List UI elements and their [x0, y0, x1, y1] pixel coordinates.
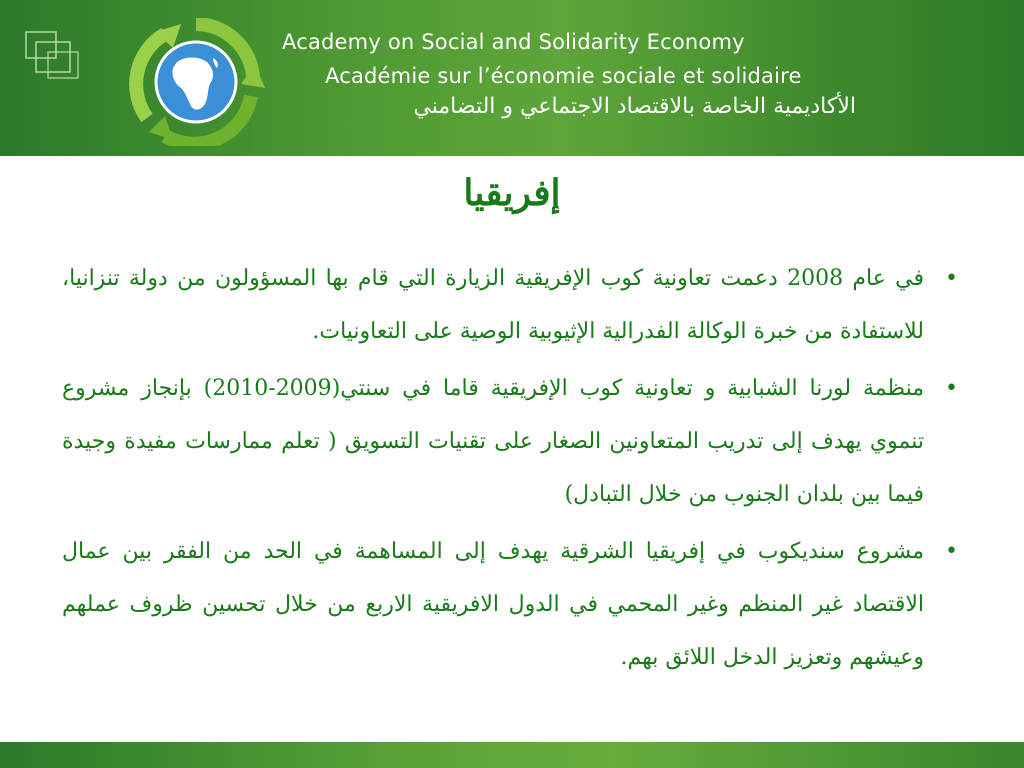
- header-banner: [0, 0, 1024, 156]
- bullet-item: [62, 252, 962, 358]
- slide-title: إفريقيا: [463, 172, 561, 214]
- academy-title-french: Académie sur l’économie sociale et solidaire: [325, 64, 802, 88]
- academy-title-english: Academy on Social and Solidarity Economy: [282, 30, 745, 54]
- footer-bar: [0, 742, 1024, 768]
- bullet-icon: •: [945, 376, 958, 401]
- overlapping-squares-icon: [22, 28, 86, 84]
- globe-recycle-logo: [125, 18, 267, 146]
- bullet-item: [62, 362, 962, 521]
- bullet-text: منظمة لورنا الشبابية و تعاونية كوب الإفريقية قاما في سنتي(2009-2010) بإنجاز مشروع تنموي يهدف إلى تدريب المتعاونين الصغار على تقنيات التسويق ( تعلم ممارسات مفيدة وجيدة فيما بين بلدان الجنوب من خلال التبادل): [62, 376, 924, 507]
- bullet-text: مشروع سنديكوب في إفريقيا الشرقية يهدف إلى المساهمة في الحد من الفقر بين عمال الاقتصاد غير المنظم وغير المحمي في الدول الافريقية الاربع من خلال تحسين ظروف عملهم وعيشهم وتعزيز الدخل اللائق بهم.: [62, 539, 924, 670]
- bullet-item: [62, 525, 962, 684]
- bullet-text: في عام 2008 دعمت تعاونية كوب الإفريقية الزيارة التي قام بها المسؤولون من دولة تنزانيا، للاستفادة من خبرة الوكالة الفدرالية الإثيوبية الوصية على التعاونيات.: [62, 266, 925, 344]
- academy-title-arabic: الأكاديمية الخاصة بالاقتصاد الاجتماعي و التضامني: [413, 94, 856, 119]
- bullet-list: [62, 252, 962, 688]
- bullet-icon: •: [945, 539, 958, 564]
- bullet-icon: •: [945, 266, 958, 291]
